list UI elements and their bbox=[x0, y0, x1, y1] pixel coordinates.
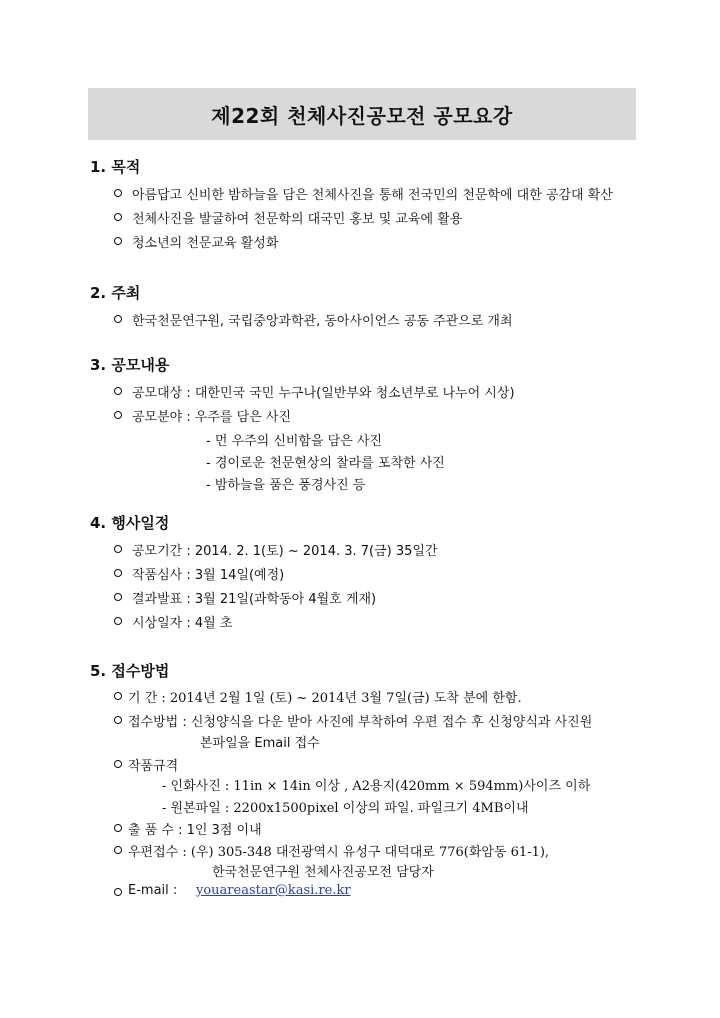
section-2-heading: 2. 주최 bbox=[90, 284, 141, 302]
contest-field-sub-3: - 밤하늘을 품은 풍경사진 등 bbox=[206, 478, 366, 493]
section-4-heading: 4. 행사일정 bbox=[90, 514, 170, 532]
postal-address-line-1: 우편접수 : (우) 305-348 대전광역시 유성구 대덕대로 776(화암동 61-1), bbox=[128, 845, 550, 860]
host-item: 한국천문연구원, 국립중앙과학관, 동아사이언스 공동 주관으로 개최 bbox=[132, 314, 513, 329]
bullet-icon bbox=[114, 315, 122, 323]
page-title: 제22회 천체사진공모전 공모요강 bbox=[211, 103, 513, 128]
bullet-icon bbox=[114, 716, 122, 724]
bullet-icon bbox=[114, 237, 122, 245]
bullet-icon bbox=[114, 824, 122, 832]
contest-field-sub-1: - 먼 우주의 신비함을 담은 사진 bbox=[206, 434, 383, 449]
bullet-icon bbox=[114, 387, 122, 395]
bullet-icon bbox=[114, 846, 122, 854]
contest-field: 공모분야 : 우주를 담은 사진 bbox=[132, 410, 292, 425]
entry-count: 출 품 수 : 1인 3점 이내 bbox=[128, 823, 262, 838]
bullet-icon bbox=[114, 760, 122, 768]
section-1-heading: 1. 목적 bbox=[90, 158, 141, 176]
bullet-icon bbox=[114, 617, 122, 625]
bullet-icon bbox=[114, 545, 122, 553]
purpose-item-1: 아름답고 신비한 밤하늘을 담은 천체사진을 통해 전국민의 천문학에 대한 공감대 확산 bbox=[132, 188, 613, 203]
purpose-item-3: 청소년의 천문교육 활성화 bbox=[132, 236, 279, 251]
schedule-review: 작품심사 : 3월 14일(예정) bbox=[132, 568, 285, 583]
bullet-icon bbox=[114, 411, 122, 419]
bullet-icon bbox=[114, 189, 122, 197]
contest-field-sub-2: - 경이로운 천문현상의 찰라를 포착한 사진 bbox=[206, 456, 445, 471]
contest-target: 공모대상 : 대한민국 국민 누구나(일반부와 청소년부로 나누어 시상) bbox=[132, 386, 515, 401]
bullet-icon bbox=[114, 593, 122, 601]
spec-print: - 인화사진 : 11in × 14in 이상 , A2용지(420mm × 594mm)사이즈 이하 bbox=[162, 779, 591, 794]
bullet-icon bbox=[114, 569, 122, 577]
email-link[interactable]: youareastar@kasi.re.kr bbox=[196, 883, 351, 898]
receipt-method-line-1: 접수방법 : 신청양식을 다운 받아 사진에 부착하여 우편 접수 후 신청양식과 사진원 bbox=[128, 715, 593, 730]
page-title-box bbox=[88, 88, 636, 140]
schedule-period: 공모기간 : 2014. 2. 1(토) ~ 2014. 3. 7(금) 35일간 bbox=[132, 544, 438, 559]
postal-address-line-2: 한국천문연구원 천체사진공모전 담당자 bbox=[212, 865, 434, 880]
bullet-icon bbox=[114, 888, 122, 896]
spec-file: - 원본파일 : 2200x1500pixel 이상의 파일. 파일크기 4MB이내 bbox=[162, 801, 529, 816]
bullet-icon bbox=[114, 213, 122, 221]
spec-heading: 작품규격 bbox=[128, 759, 179, 774]
schedule-award: 시상일자 : 4월 초 bbox=[132, 616, 233, 631]
receipt-period: 기 간 : 2014년 2월 1일 (토) ~ 2014년 3월 7일(금) 도착 분에 한함. bbox=[128, 691, 522, 706]
email-label: E-mail : bbox=[128, 883, 178, 898]
purpose-item-2: 천체사진을 발굴하여 천문학의 대국민 홍보 및 교육에 활용 bbox=[132, 212, 463, 227]
section-5-heading: 5. 접수방법 bbox=[90, 662, 170, 680]
receipt-method-line-2: 본파일을 Email 접수 bbox=[200, 736, 320, 751]
bullet-icon bbox=[114, 692, 122, 700]
schedule-result: 결과발표 : 3월 21일(과학동아 4월호 게재) bbox=[132, 592, 377, 607]
section-3-heading: 3. 공모내용 bbox=[90, 356, 170, 374]
